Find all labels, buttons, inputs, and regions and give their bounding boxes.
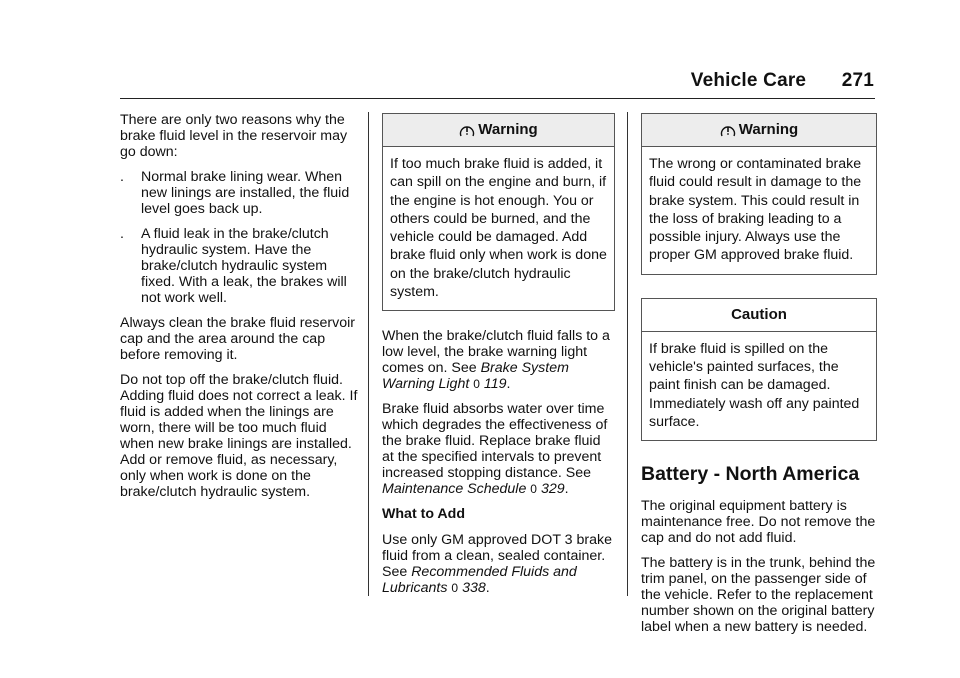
warning-icon — [720, 123, 736, 138]
warning-box-title — [383, 114, 614, 147]
battery-section-heading: Battery - North America — [641, 463, 860, 486]
warning-box-title — [642, 114, 876, 147]
warning-box — [382, 113, 615, 311]
caution-box — [641, 298, 877, 441]
paragraph-text: Brake fluid absorbs water over time which degrades the effectiveness of the brake fluid. Replace brake fluid at the specified intervals to prevent increased stopping distance. See — [382, 401, 608, 482]
list-item — [120, 169, 358, 217]
punctuation: . — [564, 481, 569, 498]
battery-paragraph-2: The battery is in the trunk, behind the trim panel, on the passenger side of the vehicle. Refer to the replacement number shown on the original battery label when a new battery is needed. — [641, 555, 876, 636]
bullet-text: Normal brake lining wear. When new linings are installed, the fluid level goes back up. — [141, 169, 350, 217]
page-ref-number[interactable]: 329 — [540, 481, 565, 498]
column-divider-2 — [627, 112, 628, 596]
page-ref-number[interactable]: 338 — [462, 580, 486, 597]
page-header — [691, 70, 874, 92]
section-title: Vehicle Care — [690, 70, 807, 91]
caution-body: If brake fluid is spilled on the vehicle's painted surfaces, the paint finish can be damaged. Immediately wash off any painted surface. — [649, 340, 860, 430]
warning-title-text: Warning — [738, 121, 799, 138]
punctuation: . — [506, 376, 511, 393]
header-divider — [120, 98, 875, 99]
use-dot3-paragraph — [382, 532, 615, 596]
column-1 — [120, 112, 358, 509]
punctuation: . — [485, 580, 490, 597]
bullet-text: A fluid leak in the brake/clutch hydraulic system. Have the brake/clutch hydraulic system fixed. With a leak, the brakes will not work well. — [141, 226, 347, 306]
page-number: 271 — [841, 70, 874, 91]
maintenance-schedule-link[interactable]: Maintenance Schedule — [382, 481, 527, 498]
warning-body: If too much brake fluid is added, it can spill on the engine and burn, if the engine is hot enough. You or others could be burned, and the vehicle could be damaged. Add brake fluid only when work is done on the brake/clutch hydraulic system. — [390, 156, 607, 301]
paragraph-text: Use only GM approved DOT 3 brake fluid from a clean, sealed container. See — [382, 532, 612, 581]
caution-box-title: Caution — [642, 299, 876, 332]
brake-warning-light-link[interactable]: Brake System Warning Light — [382, 360, 569, 393]
warning-box — [641, 113, 877, 275]
page-ref-arrow: 0 — [451, 581, 459, 596]
clean-cap-paragraph: Always clean the brake fluid reservoir cap and the area around the cap before removing it. — [120, 315, 355, 363]
intro-paragraph: There are only two reasons why the brake fluid level in the reservoir may go down: — [120, 112, 348, 160]
warning-icon — [459, 123, 475, 138]
warning-title-text: Warning — [478, 121, 538, 138]
bullet-mark: . — [120, 169, 124, 185]
column-divider-1 — [368, 112, 369, 596]
warning-body: The wrong or contaminated brake fluid could result in damage to the brake system. This could result in the loss of braking leading to a possible injury. Always use the proper GM approved brake fluid. — [649, 156, 862, 264]
page-ref-arrow: 0 — [473, 377, 480, 392]
paragraph-text: When the brake/clutch fluid falls to a low level, the brake warning light comes on. See — [382, 328, 610, 377]
battery-paragraph-1: The original equipment battery is maintenance free. Do not remove the cap and do not add fluid. — [641, 498, 876, 547]
recommended-fluids-link[interactable]: Recommended Fluids and Lubricants — [382, 564, 577, 597]
what-to-add-heading: What to Add — [382, 506, 465, 523]
bullet-mark: . — [120, 226, 124, 242]
top-off-paragraph: Do not top off the brake/clutch fluid. Adding fluid does not correct a leak. If fluid is added when the linings are worn, there will be too much fluid when new brake linings are installed. Add or remove fluid, as necessary, only when work is done on the brake/clutch hydraulic system. — [120, 372, 358, 500]
low-level-paragraph — [382, 328, 615, 392]
column-2 — [382, 113, 615, 605]
column-3 — [641, 113, 877, 644]
page-ref-arrow: 0 — [530, 482, 537, 497]
page-ref-number[interactable]: 119 — [483, 376, 507, 393]
list-item — [120, 226, 358, 306]
absorb-paragraph — [382, 401, 615, 497]
